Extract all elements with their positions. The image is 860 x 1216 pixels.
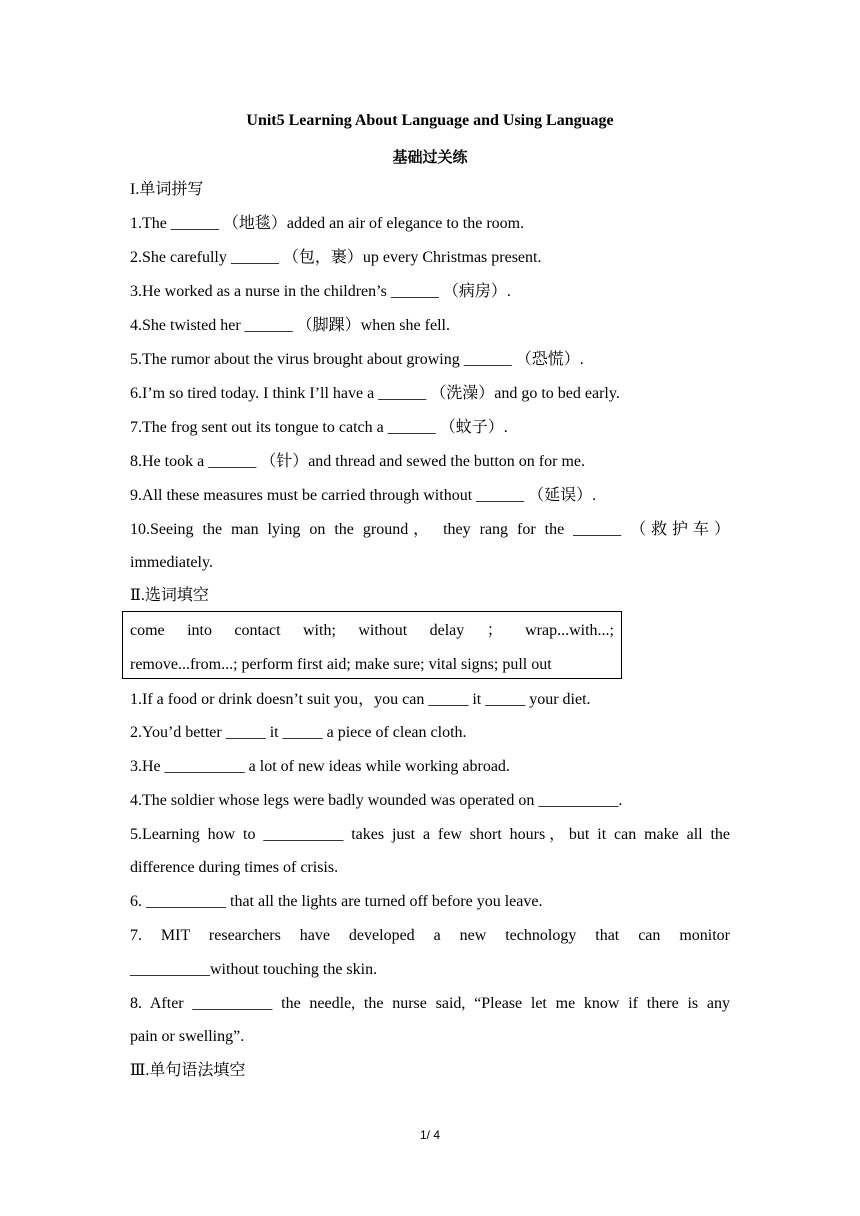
word-bank-line: come into contact with; without delay ； wrap...with...;: [130, 622, 614, 639]
exercise-item: 6.I’m so tired today. I think I’ll have a ______ （洗澡）and go to bed early.: [130, 385, 620, 402]
exercise-item: 8. After __________ the needle, the nurse said, “Please let me know if there is any: [130, 995, 730, 1012]
section-3-heading: Ⅲ.单句语法填空: [130, 1062, 246, 1079]
document-title: Unit5 Learning About Language and Using Language: [246, 112, 614, 129]
exercise-item: 9.All these measures must be carried through without ______ （延误）.: [130, 487, 597, 504]
exercise-item: 1.The ______ （地毯）added an air of elegance to the room.: [130, 215, 525, 232]
exercise-item: 5.Learning how to __________ takes just a few short hours，but it can make all the: [130, 826, 730, 843]
word-bank-box: [122, 611, 622, 679]
word-bank-line: remove...from...; perform first aid; make sure; vital signs; pull out: [130, 656, 552, 673]
exercise-item: 2.She carefully ______ （包，裹）up every Christmas present.: [130, 249, 542, 266]
exercise-item: 8.He took a ______ （针）and thread and sewed the button on for me.: [130, 453, 586, 470]
exercise-item-continued: pain or swelling”.: [130, 1028, 245, 1045]
exercise-item: 1.If a food or drink doesn’t suit you，you can _____ it _____ your diet.: [130, 691, 591, 708]
exercise-item: 7. MIT researchers have developed a new technology that can monitor: [130, 927, 730, 944]
exercise-item: 5.The rumor about the virus brought about growing ______ （恐慌）.: [130, 351, 584, 368]
exercise-item: 3.He __________ a lot of new ideas while working abroad.: [130, 758, 510, 775]
exercise-item-continued: __________without touching the skin.: [130, 961, 378, 978]
section-2-heading: Ⅱ.选词填空: [130, 587, 209, 604]
exercise-item-continued: immediately.: [130, 554, 213, 571]
exercise-item: 7.The frog sent out its tongue to catch a ______ （蚊子）.: [130, 419, 508, 436]
exercise-item: 2.You’d better _____ it _____ a piece of clean cloth.: [130, 724, 467, 741]
exercise-item: 10.Seeing the man lying on the ground， they rang for the ______ （救护车）: [130, 521, 730, 538]
exercise-item-continued: difference during times of crisis.: [130, 859, 339, 876]
exercise-item: 4.She twisted her ______ （脚踝）when she fell.: [130, 317, 450, 334]
page-number: 1/ 4: [419, 1128, 440, 1142]
document-subtitle: 基础过关练: [392, 148, 468, 166]
exercise-item: 4.The soldier whose legs were badly wounded was operated on __________.: [130, 792, 623, 809]
section-1-heading: I.单词拼写: [130, 181, 204, 198]
exercise-item: 6. __________ that all the lights are turned off before you leave.: [130, 893, 543, 910]
exercise-item: 3.He worked as a nurse in the children’s ______ （病房）.: [130, 283, 511, 300]
